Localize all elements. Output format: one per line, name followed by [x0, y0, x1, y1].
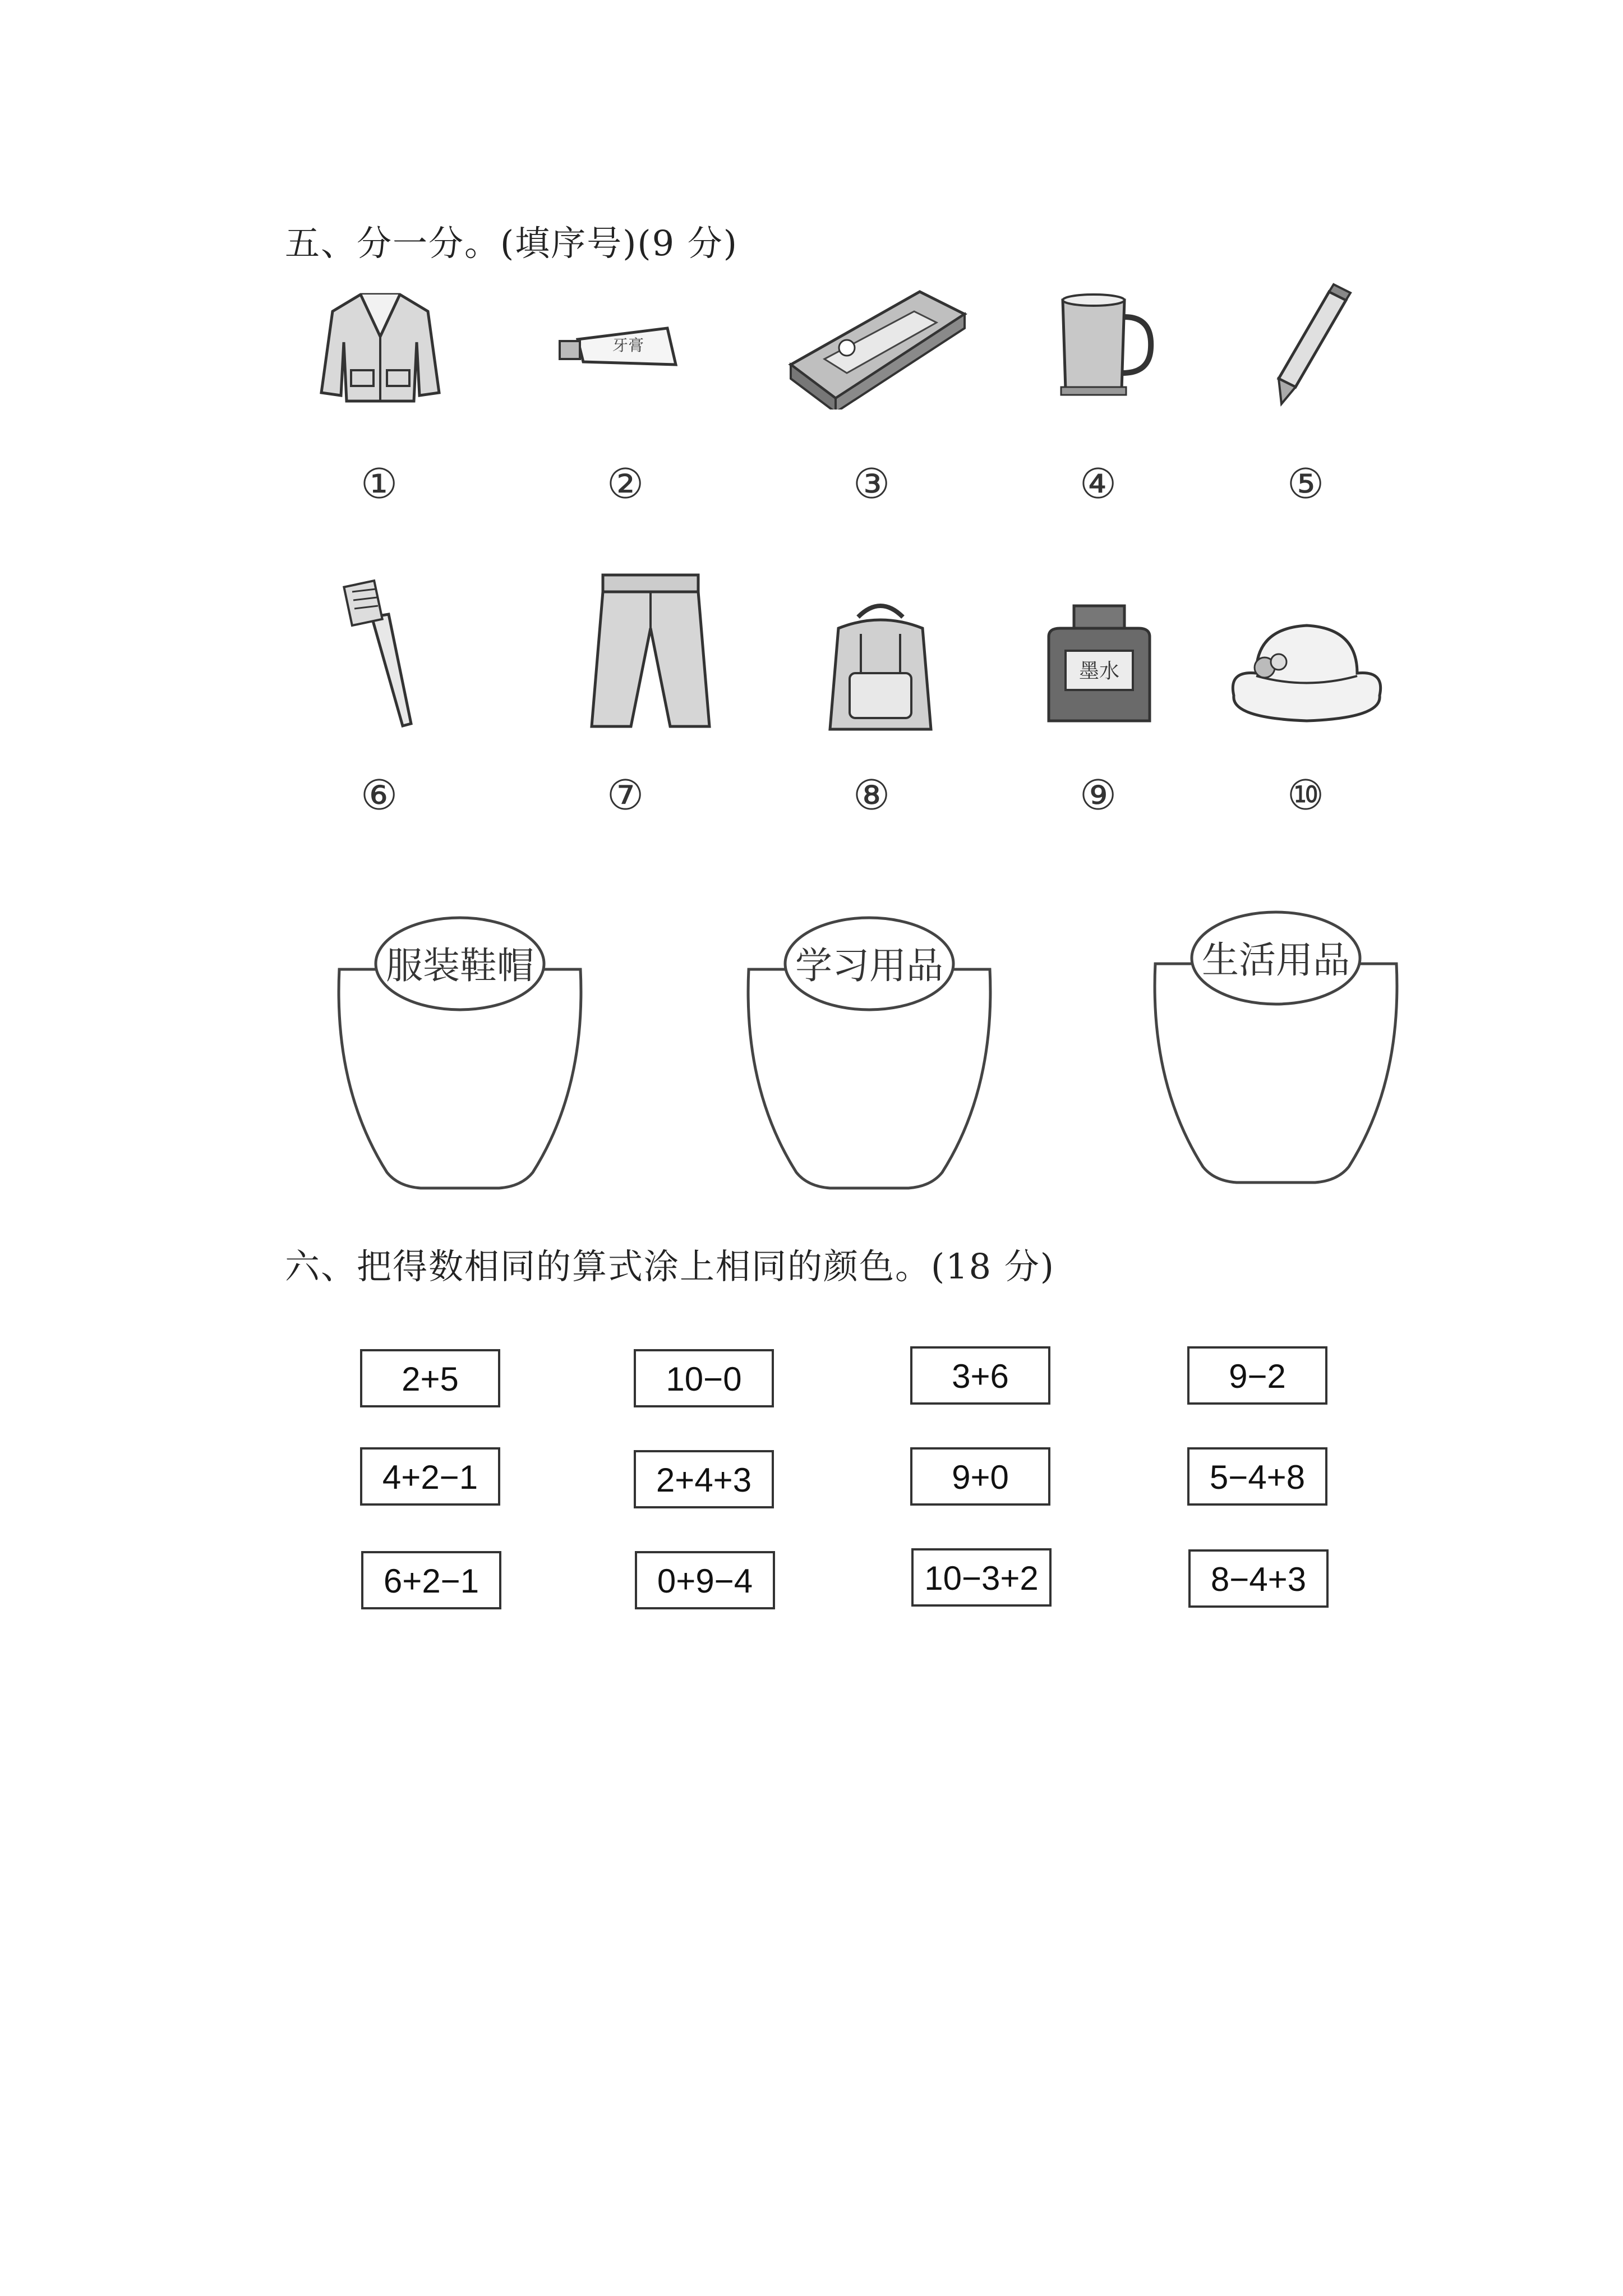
item-number: ⑦ — [606, 771, 644, 820]
expression-box[interactable]: 2+4+3 — [634, 1450, 774, 1508]
expression-box[interactable]: 0+9−4 — [635, 1551, 775, 1609]
jacket-icon — [307, 280, 453, 409]
backpack-icon — [808, 595, 953, 740]
basket-daily-supplies[interactable] — [1147, 898, 1405, 1189]
item-number: ③ — [852, 460, 891, 508]
expression-box[interactable]: 10−0 — [634, 1349, 774, 1407]
pencil-case-icon — [785, 280, 970, 409]
ink-bottle-label: 墨水 — [1078, 660, 1120, 683]
section5-title: 五、分一分。(填序号)(9 分) — [285, 223, 738, 264]
pencil-icon — [1234, 280, 1380, 409]
toothpaste-icon — [550, 280, 695, 409]
item-number: ⑩ — [1287, 771, 1325, 820]
expression-box[interactable]: 9−2 — [1187, 1346, 1327, 1405]
basket-label: 服装鞋帽 — [386, 944, 534, 987]
expression-box[interactable]: 8−4+3 — [1188, 1549, 1329, 1608]
basket-study-supplies[interactable] — [740, 903, 998, 1195]
ink-bottle-icon — [1026, 595, 1172, 735]
item-number: ② — [606, 460, 644, 508]
item-number: ④ — [1079, 460, 1117, 508]
basket-label: 生活用品 — [1202, 938, 1350, 982]
expression-box[interactable]: 4+2−1 — [360, 1447, 500, 1506]
toothpaste-label: 牙膏 — [612, 336, 644, 355]
expression-box[interactable]: 2+5 — [360, 1349, 500, 1407]
expression-box[interactable]: 6+2−1 — [361, 1551, 501, 1609]
toothbrush-icon — [307, 572, 453, 735]
expression-box[interactable]: 5−4+8 — [1187, 1447, 1327, 1506]
basket-clothing[interactable] — [331, 903, 589, 1195]
expression-box[interactable]: 9+0 — [910, 1447, 1050, 1506]
item-number: ⑥ — [360, 771, 398, 820]
hat-icon — [1223, 606, 1391, 735]
item-number: ⑧ — [852, 771, 891, 820]
item-number: ⑨ — [1079, 771, 1117, 820]
trousers-icon — [578, 567, 723, 735]
expression-box[interactable]: 3+6 — [910, 1346, 1050, 1405]
expression-box[interactable]: 10−3+2 — [911, 1548, 1052, 1607]
basket-label: 学习用品 — [795, 944, 943, 987]
mug-icon — [1026, 280, 1172, 409]
item-number: ⑤ — [1287, 460, 1325, 508]
section6-title: 六、把得数相同的算式涂上相同的颜色。(18 分) — [285, 1246, 1055, 1287]
item-number: ① — [360, 460, 398, 508]
